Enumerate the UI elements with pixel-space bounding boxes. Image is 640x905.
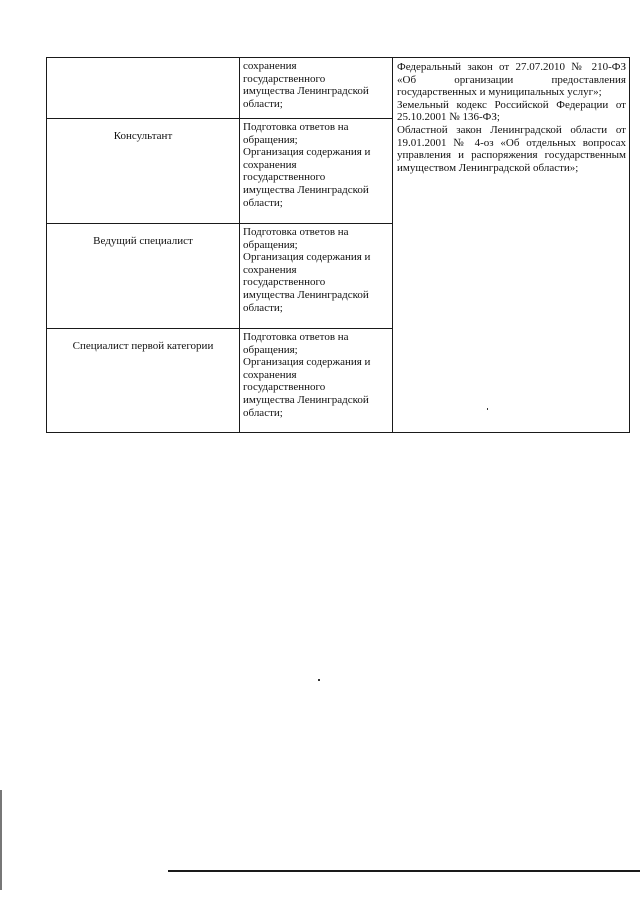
position-name bbox=[47, 58, 239, 69]
duties-text: Подготовка ответов на обращения; Организация содержания и сохранения государственного имущества Ленинградской области; bbox=[243, 331, 371, 419]
position-cell bbox=[47, 224, 240, 329]
scan-edge-mark bbox=[0, 790, 2, 890]
scan-speck bbox=[318, 679, 320, 681]
legal-basis-item: Федеральный закон от 27.07.2010 № 210-ФЗ «Об организации предоставления государственных и муниципальных услуг»; bbox=[397, 61, 626, 99]
duties-cell bbox=[240, 329, 393, 433]
position-name: Специалист первой категории bbox=[72, 340, 214, 352]
positions-table bbox=[46, 57, 630, 433]
duties-text: Подготовка ответов на обращения; Организация содержания и сохранения государственного имущества Ленинградской области; bbox=[243, 121, 371, 209]
position-name: Консультант bbox=[113, 130, 173, 142]
position-cell bbox=[47, 329, 240, 433]
position-name: Ведущий специалист bbox=[93, 235, 193, 247]
duties-cell bbox=[240, 224, 393, 329]
duties-cell bbox=[240, 119, 393, 224]
legal-basis-item: Земельный кодекс Российской Федерации от 25.10.2001 № 136-ФЗ; bbox=[397, 98, 626, 124]
duties-text: Подготовка ответов на обращения; Организация содержания и сохранения государственного имущества Ленинградской области; bbox=[243, 226, 371, 314]
duties-text: сохранения государственного имущества Ленинградской области; bbox=[243, 60, 369, 110]
position-cell bbox=[47, 58, 240, 119]
legal-basis-item: Областной закон Ленинградской области от 19.01.2001 № 4-оз «Об отдельных вопросах управления и распоряжения государственным имуществом Ленинградской области»; bbox=[397, 123, 626, 174]
table-row bbox=[47, 58, 630, 119]
scan-bottom-rule bbox=[168, 870, 640, 872]
duties-cell bbox=[240, 58, 393, 119]
scan-speck bbox=[487, 408, 488, 410]
legal-basis-cell bbox=[393, 58, 630, 433]
position-cell bbox=[47, 119, 240, 224]
